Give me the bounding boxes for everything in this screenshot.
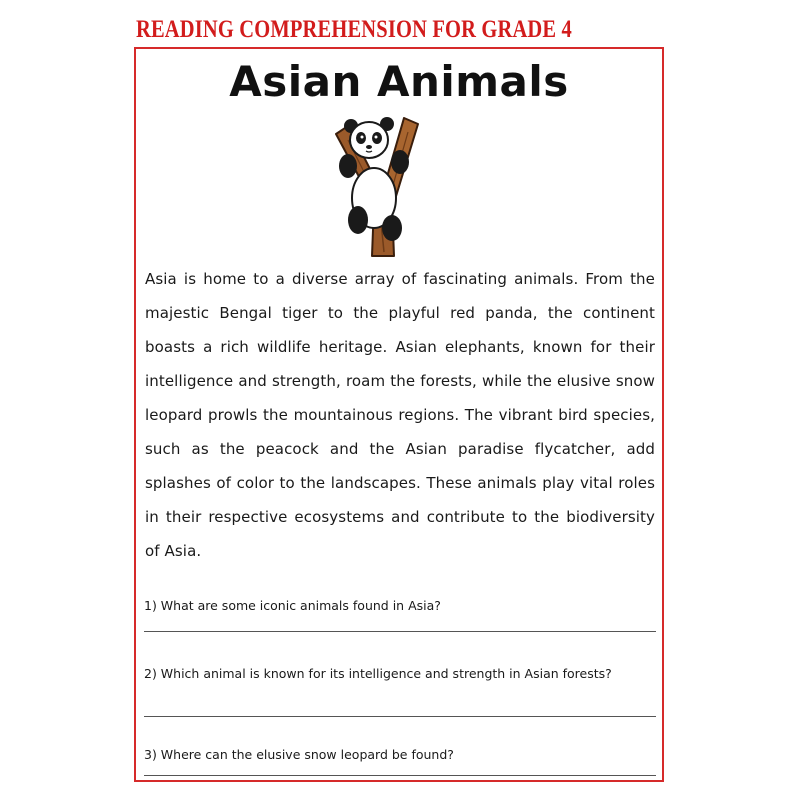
reading-passage: Asia is home to a diverse array of fascinating animals. From the majestic Bengal tiger to the playful red panda, the continent boasts a rich wildlife heritage. Asian elephants, known for their intelligence and strength, roam the forests, while the elusive snow leopard prowls the mountainous regions. The vibrant bird species, such as the peacock and the Asian paradise flycatcher, add splashes of color to the landscapes. These animals play vital roles in their respective ecosystems and contribute to the biodiversity of Asia.: [145, 270, 655, 560]
question-3: 3) Where can the elusive snow leopard be found?: [144, 747, 454, 762]
question-2: 2) Which animal is known for its intelligence and strength in Asian forests?: [144, 666, 612, 681]
worksheet-header: READING COMPREHENSION FOR GRADE 4: [136, 16, 572, 43]
answer-line-1: [144, 631, 656, 632]
panda-on-tree-branch-icon: [326, 112, 426, 262]
answer-line-2: [144, 716, 656, 717]
question-1: 1) What are some iconic animals found in Asia?: [144, 598, 441, 613]
answer-line-3: [144, 775, 656, 776]
page-title: Asian Animals: [229, 57, 569, 106]
